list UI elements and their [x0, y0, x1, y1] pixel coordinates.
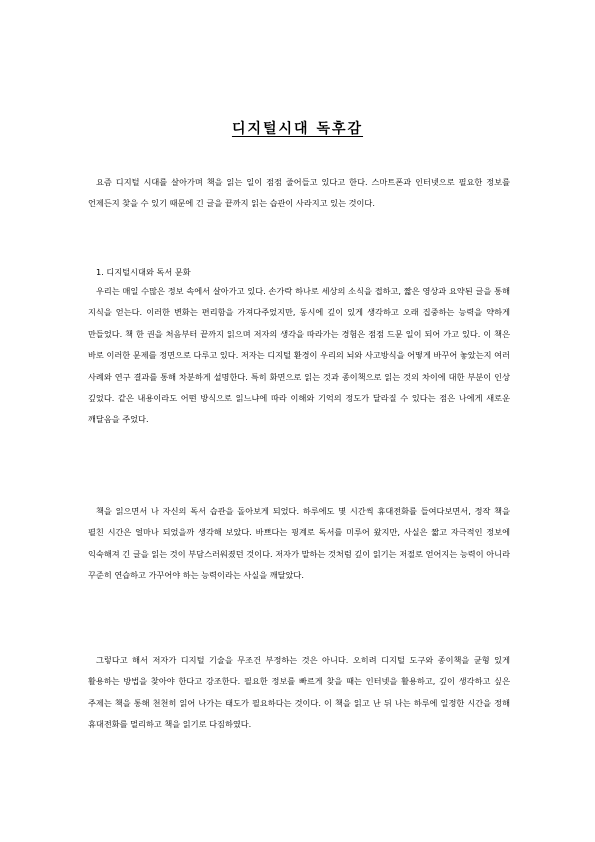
- title-container: [0, 118, 595, 138]
- body-paragraph-2: 책을 읽으면서 나 자신의 독서 습관을 돌아보게 되었다. 하루에도 몇 시간씩 휴대전화를 들여다보면서, 정작 책을 펼친 시간은 얼마나 되었을까 생각해 보았다. 바쁘다는 핑계로 독서를 미루어 왔지만, 사실은 짧고 자극적인 정보에 익숙해져 긴 글을 읽는 것이 부담스러워졌던 것이다. 저자가 말하는 것처럼 깊이 읽기는 저절로 얻어지는 능력이 아니라 꾸준히 연습하고 가꾸어야 하는 능력이라는 사실을 깨달았다.: [88, 506, 510, 581]
- intro-paragraph: 요즘 디지털 시대를 살아가며 책을 읽는 일이 점점 줄어들고 있다고 한다. 스마트폰과 인터넷으로 필요한 정보를 언제든지 찾을 수 있기 때문에 긴 글을 끝까지 읽는 습관이 사라지고 있는 것이다.: [88, 177, 510, 209]
- body-paragraph-1: 우리는 매일 수많은 정보 속에서 살아가고 있다. 손가락 하나로 세상의 소식을 접하고, 짧은 영상과 요약된 글을 통해 지식을 얻는다. 이러한 변화는 편리함을 가져다주었지만, 동시에 깊이 있게 생각하고 오래 집중하는 능력을 약하게 만들었다. 책 한 권을 처음부터 끝까지 읽으며 저자의 생각을 따라가는 경험은 점점 드문 일이 되어 가고 있다. 이 책은 바로 이러한 문제를 정면으로 다루고 있다. 저자는 디지털 환경이 우리의 뇌와 사고방식을 어떻게 바꾸어 놓았는지 여러 사례와 연구 결과를 통해 차분하게 설명한다. 특히 화면으로 읽는 것과 종이책으로 읽는 것의 차이에 대한 부분이 인상 깊었다. 같은 내용이라도 어떤 방식으로 읽느냐에 따라 이해와 기억의 정도가 달라질 수 있다는 점은 나에게 새로운 깨달음을 주었다.: [88, 286, 510, 425]
- body-paragraph-3: 그렇다고 해서 저자가 디지털 기술을 무조건 부정하는 것은 아니다. 오히려 디지털 도구와 종이책을 균형 있게 활용하는 방법을 찾아야 한다고 강조한다. 필요한 정보를 빠르게 찾을 때는 인터넷을 활용하고, 깊이 생각하고 싶은 주제는 책을 통해 천천히 읽어 나가는 태도가 필요하다는 것이다. 이 책을 읽고 난 뒤 나는 하루에 일정한 시간을 정해 휴대전화를 멀리하고 책을 읽기로 다짐하였다.: [88, 655, 510, 730]
- section-heading: 1. 디지털시대와 독서 문화: [96, 267, 191, 277]
- document-title: 디지털시대 독후감: [231, 121, 364, 137]
